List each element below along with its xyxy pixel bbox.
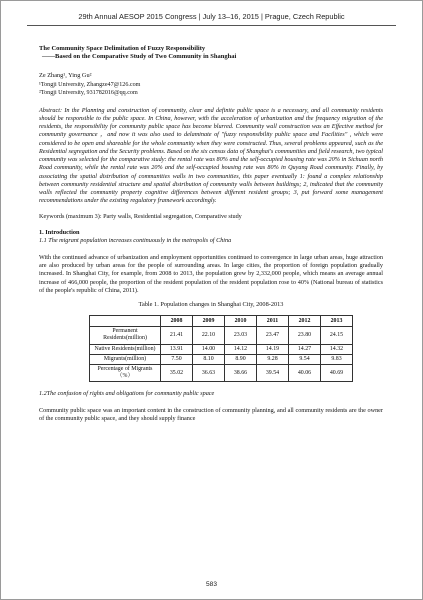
table-row-label: Percentage of Migrants（%） (90, 365, 161, 382)
table-cell: 36.63 (193, 365, 225, 382)
table-cell: 9.28 (257, 354, 289, 364)
table-cell: 38.66 (225, 365, 257, 382)
authors: Ze Zhang¹, Ying Gu² (39, 72, 92, 80)
table-cell: 23.80 (289, 327, 321, 344)
table-row (90, 327, 353, 344)
paragraph-1-1: With the continued advance of urbanization and employment opportunities continued to convergence in large urban areas, huge attraction are also produced by urban areas for the people of surrounding areas. In large cities, the proportion of foreign population gradually increased. In Shanghai City, for example, from 2008 to 2013, the population grew by 2,332,000 people, which means an average annual increase of 466,000 people, the proportion of the resident population of the resident population rose to 40% (National bureau of statistics of the people's republic of China, 2011). (39, 254, 383, 294)
table-row (90, 365, 353, 382)
table-cell: 14.12 (225, 344, 257, 354)
table-cell: 40.06 (289, 365, 321, 382)
subsection-heading-1-1: 1.1 The migrant population increases continuously in the metropolis of China (39, 236, 232, 244)
paper-subtitle: ——Based on the Comparative Study of Two Community in Shanghai (42, 53, 237, 61)
table-year-header: 2011 (257, 316, 289, 327)
table-row-label: Migrants(million) (90, 354, 161, 364)
table-cell: 35.02 (161, 365, 193, 382)
table-cell: 14.32 (321, 344, 353, 354)
affiliation-1: ¹Tongji University, Zhangze47@126.com (39, 81, 141, 88)
paper-title: The Community Space Delimitation of Fuzzy Responsibility (39, 45, 206, 52)
subsection-heading-1-2: 1.2The confusion of rights and obligations for community public space (39, 390, 215, 398)
table-year-header: 2009 (193, 316, 225, 327)
header-rule (27, 25, 396, 26)
paragraph-1-2: Community public space was an important content in the construction of community planning, and all community residents are the owner of the community public space, and they should supply finance (39, 406, 383, 422)
table-cell: 13.91 (161, 344, 193, 354)
table-corner-cell (90, 316, 161, 327)
table-cell: 14.27 (289, 344, 321, 354)
section-heading-introduction: 1. Introduction (39, 228, 80, 236)
table-cell: 8.90 (225, 354, 257, 364)
abstract (39, 107, 383, 206)
page-number: 583 (205, 581, 217, 588)
table-year-header: 2008 (161, 316, 193, 327)
running-header: 29th Annual AESOP 2015 Congress | July 13–16, 2015 | Prague, Czech Republic (78, 12, 345, 21)
keywords: Keywords (maximum 3): Party walls, Residential segregation, Comparative study (39, 212, 242, 220)
table-cell: 9.83 (321, 354, 353, 364)
table-header-row (90, 316, 353, 327)
table-cell: 7.50 (161, 354, 193, 364)
table-year-header: 2010 (225, 316, 257, 327)
table-cell: 21.41 (161, 327, 193, 344)
table-year-header: 2012 (289, 316, 321, 327)
affiliation-2: ²Tongji University, 931782016@qq.com (39, 89, 138, 96)
population-table (89, 315, 353, 382)
table-cell: 9.54 (289, 354, 321, 364)
table-row (90, 344, 353, 354)
table-caption: Table 1. Population changes in Shanghai City, 2008-2013 (138, 301, 284, 309)
table-cell: 14.19 (257, 344, 289, 354)
table-cell: 23.47 (257, 327, 289, 344)
table-cell: 22.10 (193, 327, 225, 344)
abstract-text: In the Planning and construction of community, clear and definite public space is a necessary, and all community residents should be responsible to the public space. In China, however, with the acceleration of urbanization and the frequency migration of the residents, the responsibility for community public space has become blurred. Community wall construction was an Effective method for community governance ，and now it was also used to delaminate of "fuzzy responsibility public space and Facilities" , which were considered to be open and shareable for the whole community when they were constructed. Thus, several problems appeared, such as the Residential segregation and the Security problems. Based on the six census data of Shanghai's communities and field research, two typical community was selected for the comparative study: the rental rate was 80% and the self-occupied housing rate was 20% in Sichuan north Road community, while the rental rate was 20% and the self-occupied housing rate was 80% in Quyang Road community. Finally, by associating the spatial distribution of communities walls in two communities, this paper eventually 1: found a complex relationship between community residential structure and spatial distribution of community walls between buildings; 2, indicated that the community walls reflected the community property cognitive differences between different resident groups; 3, put forward some management recommendations under the existing regulatory framework accordingly. (39, 106, 383, 205)
table-cell: 40.69 (321, 365, 353, 382)
table-row-label: Permanent Residents(million) (90, 327, 161, 344)
page-content (39, 45, 383, 423)
table-cell: 14.00 (193, 344, 225, 354)
abstract-label: Abstract: (39, 106, 63, 114)
table-row-label: Native Residents(million) (90, 344, 161, 354)
table-year-header: 2013 (321, 316, 353, 327)
table-cell: 39.54 (257, 365, 289, 382)
table-cell: 23.03 (225, 327, 257, 344)
table-cell: 24.15 (321, 327, 353, 344)
table-cell: 8.10 (193, 354, 225, 364)
table-row (90, 354, 353, 364)
